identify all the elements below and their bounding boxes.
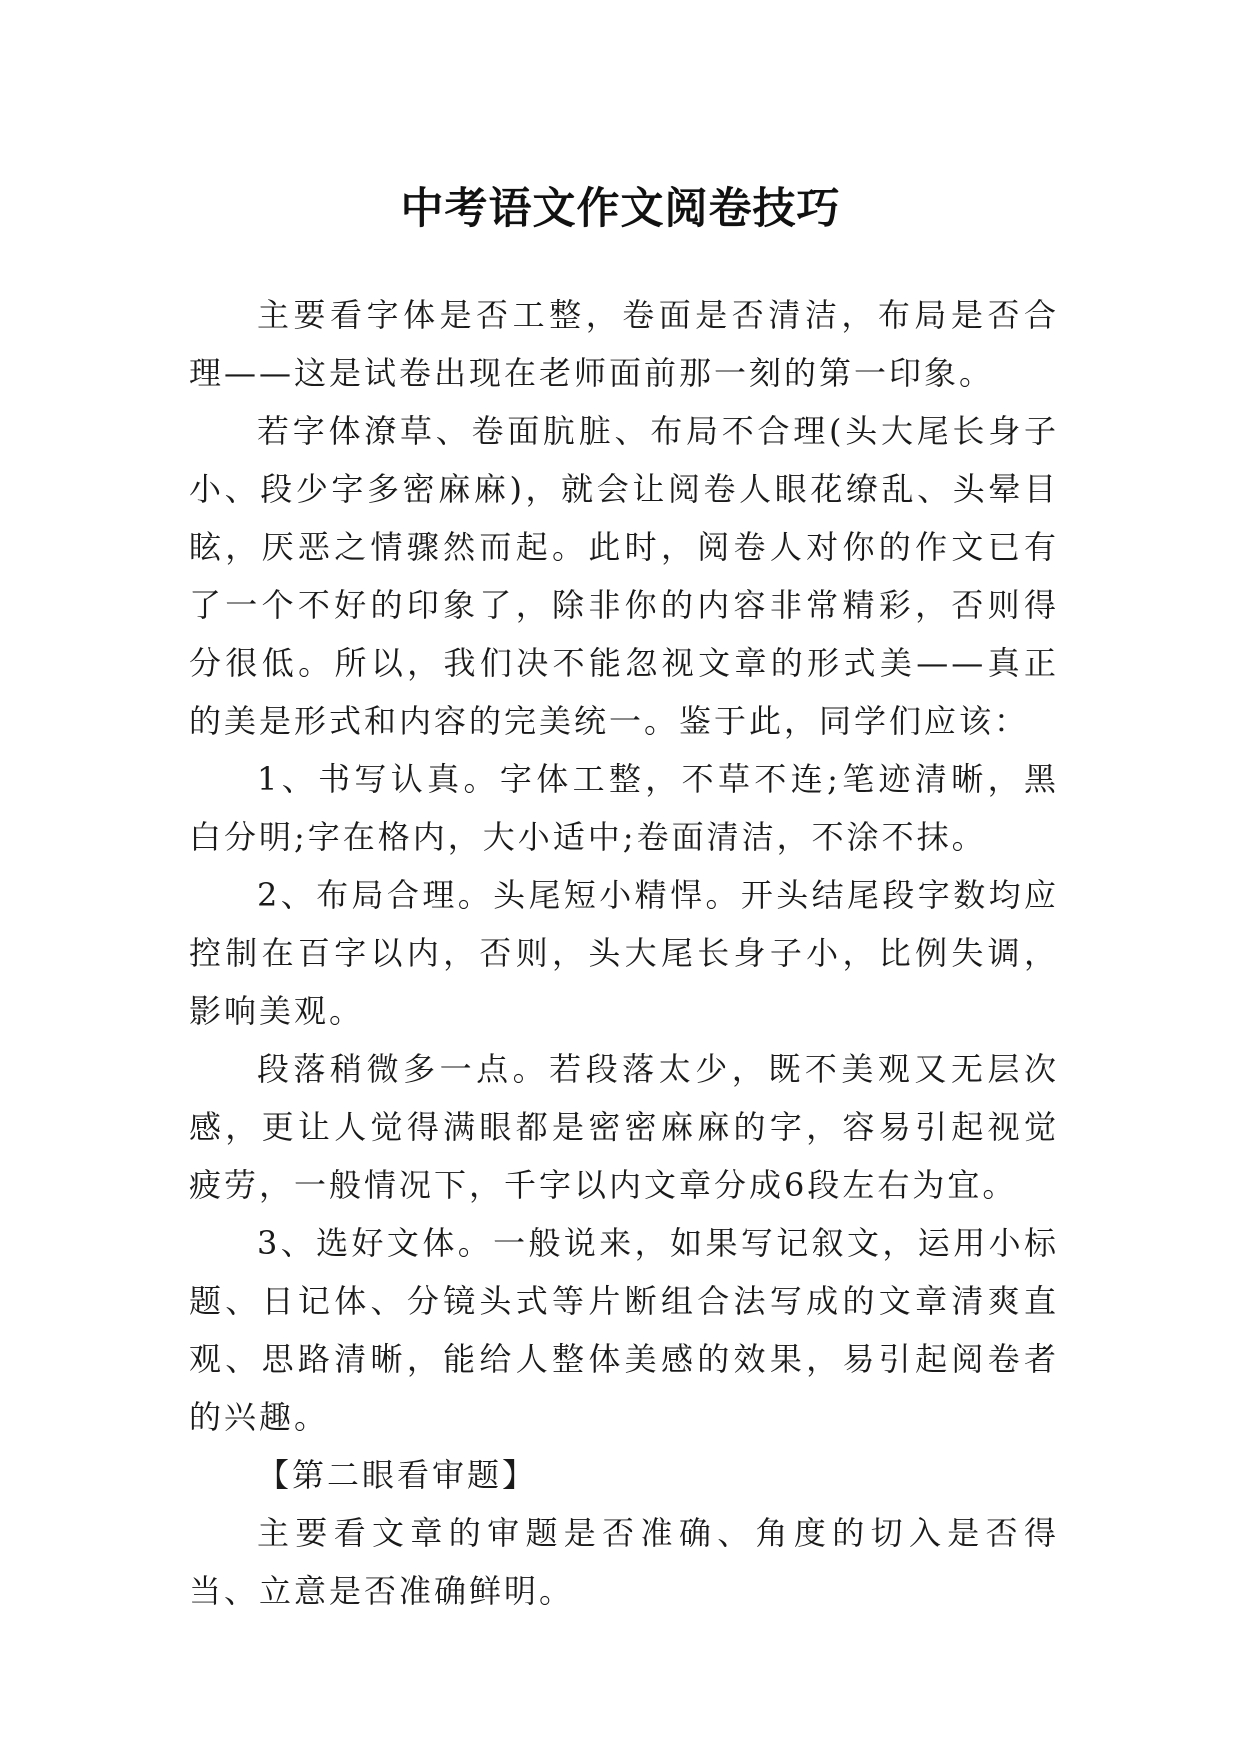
paragraph: 2、布局合理。头尾短小精悍。开头结尾段字数均应控制在百字以内，否则，头大尾长身子小，比例失调，影响美观。	[189, 876, 1059, 1030]
paragraph: 1、书写认真。字体工整，不草不连;笔迹清晰，黑白分明;字在格内，大小适中;卷面清洁，不涂不抹。	[189, 760, 1059, 856]
paragraph: 主要看字体是否工整，卷面是否清洁，布局是否合理——这是试卷出现在老师面前那一刻的第一印象。	[189, 296, 1059, 392]
document-title: 中考语文作文阅卷技巧	[400, 183, 841, 234]
section-heading: 【第二眼看审题】	[257, 1456, 538, 1494]
paragraph: 3、选好文体。一般说来，如果写记叙文，运用小标题、日记体、分镜头式等片断组合法写成的文章清爽直观、思路清晰，能给人整体美感的效果，易引起阅卷者的兴趣。	[189, 1224, 1059, 1436]
document-body	[189, 286, 1059, 1620]
paragraph: 段落稍微多一点。若段落太少，既不美观又无层次感，更让人觉得满眼都是密密麻麻的字，容易引起视觉疲劳，一般情况下，千字以内文章分成6段左右为宜。	[189, 1050, 1059, 1204]
paragraph: 主要看文章的审题是否准确、角度的切入是否得当、立意是否准确鲜明。	[189, 1514, 1059, 1610]
paragraph: 若字体潦草、卷面肮脏、布局不合理(头大尾长身子小、段少字多密麻麻)，就会让阅卷人眼花缭乱、头晕目眩，厌恶之情骤然而起。此时，阅卷人对你的作文已有了一个不好的印象了，除非你的内容非常精彩，否则得分很低。所以，我们决不能忽视文章的形式美——真正的美是形式和内容的完美统一。鉴于此，同学们应该：	[189, 412, 1059, 740]
